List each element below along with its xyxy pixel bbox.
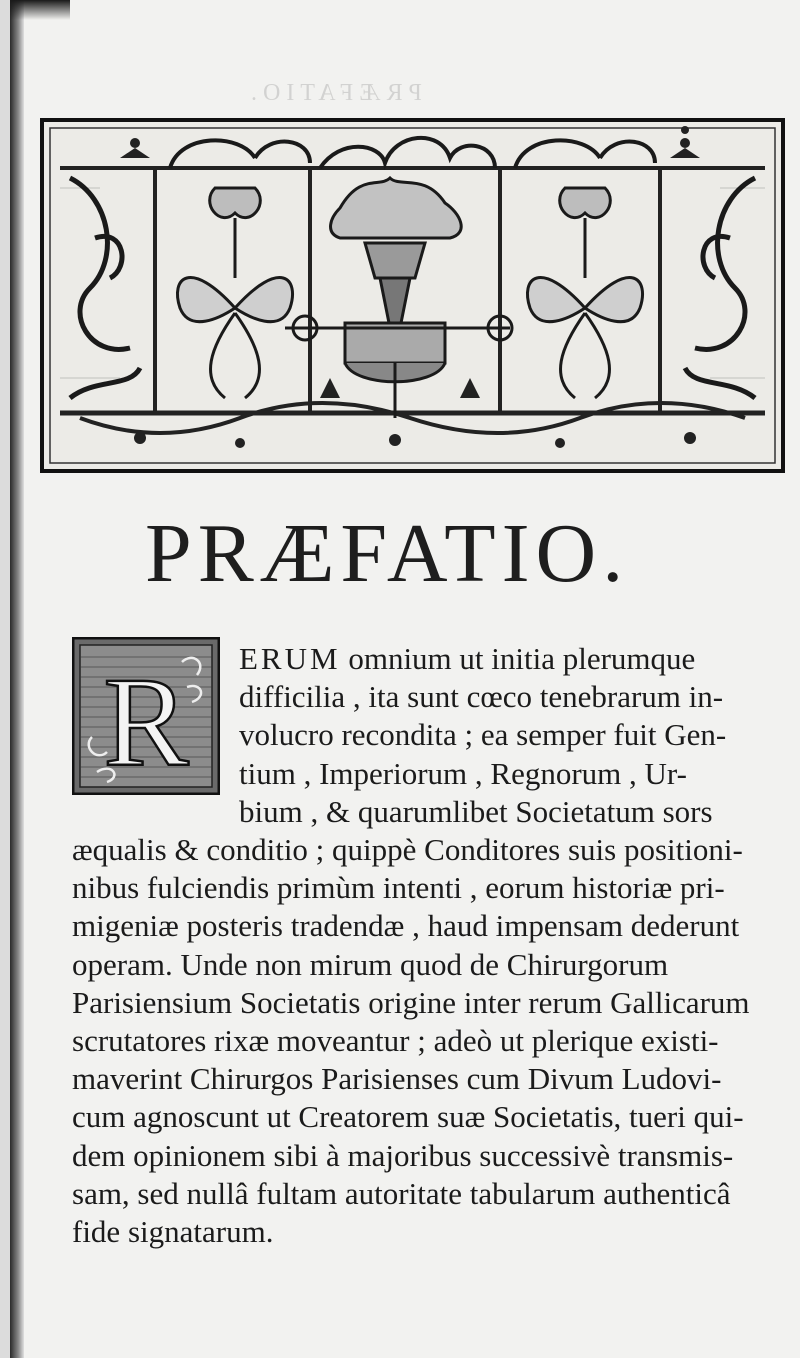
first-word-rest: ERUM xyxy=(239,641,341,676)
book-spine-shadow xyxy=(10,0,24,1358)
text-line-16: fide signatarum. xyxy=(72,1214,274,1250)
text-line-8: migeniæ posteris tradendæ , haud impensam dederunt xyxy=(72,908,740,944)
text-line-1 xyxy=(239,640,772,678)
first-line-rest: omnium ut initia plerumque xyxy=(348,641,696,676)
ornamental-headpiece xyxy=(40,118,785,473)
text-line-2: difficilia , ita sunt cœco tenebrarum in- xyxy=(239,679,724,715)
text-line-9: operam. Unde non mirum quod de Chirurgorum xyxy=(72,946,669,982)
bleed-through-running-head: PRÆFATIO. xyxy=(245,80,422,106)
page-title: PRÆFATIO. xyxy=(145,507,630,600)
text-line-5: bium , & quarumlibet Societatum sors xyxy=(239,793,713,829)
text-line-4: tium , Imperiorum , Regnorum , Ur- xyxy=(239,755,687,791)
svg-text:R: R xyxy=(103,651,189,793)
text-line-7: nibus fulciendis primùm intenti , eorum historiæ pri- xyxy=(72,870,725,906)
text-line-3: volucro recondita ; ea semper fuit Gen- xyxy=(239,717,727,753)
text-line-14: dem opinionem sibi à majoribus successivè transmis- xyxy=(72,1137,734,1173)
preface-text xyxy=(72,640,772,1251)
text-line-15: sam, sed nullâ fultam autoritate tabularum authenticâ xyxy=(72,1175,731,1211)
book-page xyxy=(10,0,800,1358)
text-line-12: maverint Chirurgos Parisienses cum Divum Ludovi- xyxy=(72,1061,722,1097)
text-line-6: æqualis & conditio ; quippè Conditores suis positioni- xyxy=(72,832,743,868)
text-line-11: scrutatores rixæ moveantur ; adeò ut plerique existi- xyxy=(72,1023,719,1059)
text-line-13: cum agnoscunt ut Creatorem suæ Societatis, tueri qui- xyxy=(72,1099,744,1135)
corner-shadow xyxy=(10,0,70,20)
text-line-10: Parisiensium Societatis origine inter rerum Gallicarum xyxy=(72,984,750,1020)
